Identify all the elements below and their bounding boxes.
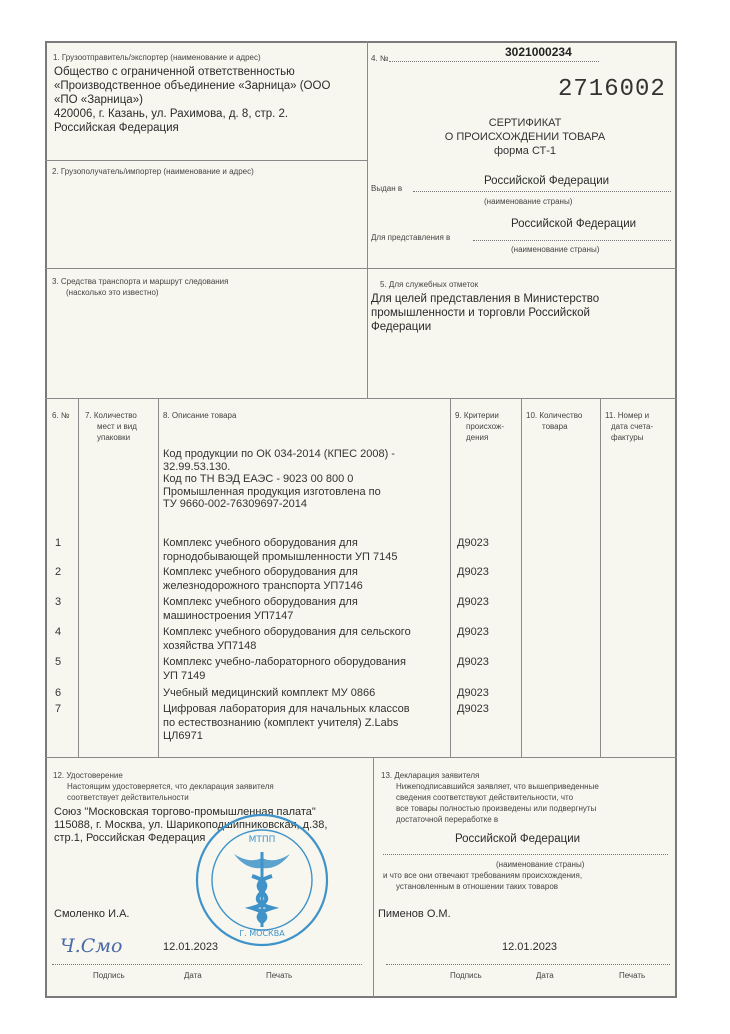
row-number: 4 bbox=[55, 626, 62, 638]
row-criteria: Д9023 bbox=[457, 687, 489, 699]
row-number: 6 bbox=[55, 687, 62, 699]
number-dotted-line bbox=[389, 61, 599, 62]
org-line: стр.1, Российская Федерация bbox=[54, 832, 206, 844]
row-description bbox=[163, 687, 448, 701]
intro-line: достаточной переработке в bbox=[396, 815, 499, 824]
box12-intro bbox=[67, 781, 367, 803]
row-criteria: Д9023 bbox=[457, 626, 489, 638]
intro-line: все товары полностью произведены или подвергнуты bbox=[396, 804, 597, 813]
notes-line: Для целей представления в Министерство bbox=[371, 293, 600, 305]
desc-line: Комплекс учебного оборудования для bbox=[163, 566, 358, 578]
intro-line: Настоящим удостоверяется, что декларация заявителя bbox=[67, 782, 274, 791]
country-caption: (наименование страны) bbox=[496, 860, 585, 869]
country-dotted-line bbox=[383, 854, 668, 855]
title-line: СЕРТИФИКАТ bbox=[488, 117, 562, 129]
header-criteria bbox=[455, 410, 517, 443]
header-qty-goods bbox=[526, 410, 598, 432]
intro-line: сведения соответствуют действительности, что bbox=[396, 793, 574, 802]
box13-intro bbox=[396, 781, 676, 825]
svg-text:МТПП: МТПП bbox=[248, 835, 276, 845]
preamble-line: Промышленная продукция изготовлена по bbox=[163, 485, 381, 498]
header-line: мест и вид bbox=[97, 422, 137, 431]
org-line: Союз "Московская торгово-промышленная палата" bbox=[54, 806, 316, 818]
divider-top-columns bbox=[367, 41, 368, 398]
header-line: товара bbox=[542, 422, 568, 431]
form-serial-number: 2716002 bbox=[558, 76, 666, 103]
row-number: 7 bbox=[55, 703, 62, 715]
notes-line: промышленности и торговли Российской bbox=[371, 307, 590, 319]
divider-table-top bbox=[45, 398, 677, 399]
header-line: происхож- bbox=[466, 422, 504, 431]
row-criteria: Д9023 bbox=[457, 537, 489, 549]
row-description bbox=[163, 566, 448, 593]
row-criteria: Д9023 bbox=[457, 596, 489, 608]
certificate-number: 3021000234 bbox=[505, 45, 572, 59]
certifier-signature: Ч.Смо bbox=[60, 935, 123, 957]
for-presentation-label: Для представления в bbox=[371, 233, 451, 242]
issued-in-value: Российской Федерации bbox=[484, 175, 610, 187]
exporter-block bbox=[54, 65, 364, 135]
desc-line: по естествознанию (комплект учителя) Z.Labs bbox=[163, 716, 399, 729]
title-line: форма СТ-1 bbox=[493, 145, 557, 157]
col-divider-7 bbox=[158, 398, 159, 757]
notes-line: Федерации bbox=[371, 321, 432, 333]
desc-line: Цифровая лаборатория для начальных классов bbox=[163, 703, 410, 715]
issued-in-line bbox=[413, 191, 671, 192]
desc-line: Комплекс учебного оборудования для bbox=[163, 537, 358, 549]
exporter-line: Общество с ограниченной ответственностью bbox=[54, 66, 295, 78]
row-number: 2 bbox=[55, 566, 62, 578]
outro-line: и что все они отвечают требованиям происхождения, bbox=[383, 871, 583, 880]
box5-label: 5. Для служебных отметок bbox=[380, 280, 479, 289]
header-invoice bbox=[605, 410, 675, 443]
exporter-line: 420006, г. Казань, ул. Рахимова, д. 8, стр. 2. bbox=[54, 108, 289, 120]
caption-signature: Подпись bbox=[450, 971, 482, 980]
header-line: упаковки bbox=[97, 433, 131, 442]
box4-number-label: 4. № bbox=[371, 54, 389, 63]
for-presentation-line bbox=[473, 240, 671, 241]
col-divider-10 bbox=[600, 398, 601, 757]
signature-line bbox=[386, 964, 670, 965]
caption-seal: Печать bbox=[619, 971, 646, 980]
box3-sublabel: (насколько это известно) bbox=[66, 288, 159, 297]
col-divider-9 bbox=[521, 398, 522, 757]
row-criteria: Д9023 bbox=[457, 566, 489, 578]
box2-label: 2. Грузополучатель/импортер (наименование и адрес) bbox=[52, 167, 254, 176]
header-line: 10. Количество bbox=[526, 411, 583, 420]
exporter-line: Российская Федерация bbox=[54, 122, 179, 134]
for-presentation-value: Российской Федерации bbox=[511, 218, 637, 230]
intro-line: Нижеподписавшийся заявляет, что вышеприведенные bbox=[396, 782, 599, 791]
row-description bbox=[163, 626, 448, 653]
intro-line: соответствует действительности bbox=[67, 793, 189, 802]
caption-date: Дата bbox=[184, 971, 202, 980]
certificate-title bbox=[420, 116, 630, 158]
header-no: 6. № bbox=[52, 411, 70, 420]
certifier-name: Смоленко И.А. bbox=[54, 908, 130, 920]
row-number: 5 bbox=[55, 656, 62, 668]
box1-label: 1. Грузоотправитель/экспортер (наименование и адрес) bbox=[53, 53, 261, 62]
header-line: дения bbox=[466, 433, 489, 442]
signature-line bbox=[52, 964, 362, 965]
country-caption: (наименование страны) bbox=[484, 197, 573, 206]
header-qty-places bbox=[85, 410, 155, 443]
declaration-date: 12.01.2023 bbox=[502, 941, 558, 953]
row-description bbox=[163, 596, 448, 623]
exporter-line: «Производственное объединение «Зарница» (ООО bbox=[54, 80, 331, 92]
row-description bbox=[163, 656, 448, 683]
desc-line: Комплекс учебного оборудования для сельского bbox=[163, 626, 411, 638]
chamber-seal-stamp-icon bbox=[194, 812, 330, 948]
divider-bottom-columns bbox=[373, 757, 374, 998]
certification-date: 12.01.2023 bbox=[163, 941, 219, 953]
col-divider-6 bbox=[78, 398, 79, 757]
desc-line: Комплекс учебного оборудования для bbox=[163, 596, 358, 608]
box13-label: 13. Декларация заявителя bbox=[381, 771, 480, 780]
row-criteria: Д9023 bbox=[457, 703, 489, 715]
svg-text:Г. МОСКВА: Г. МОСКВА bbox=[239, 929, 285, 938]
header-description: 8. Описание товара bbox=[163, 411, 237, 420]
divider-table-bottom bbox=[45, 757, 677, 758]
row-description bbox=[163, 537, 448, 564]
preamble-line: Код продукции по ОК 034-2014 (КПЕС 2008) - bbox=[163, 448, 395, 460]
caption-seal: Печать bbox=[266, 971, 293, 980]
box3-label: 3. Средства транспорта и маршрут следования bbox=[52, 277, 229, 286]
header-line: 11. Номер и bbox=[605, 411, 650, 420]
row-number: 1 bbox=[55, 537, 62, 549]
header-line: фактуры bbox=[611, 433, 644, 442]
box13-outro bbox=[383, 870, 673, 892]
official-notes bbox=[371, 292, 671, 334]
header-line: 9. Критерии bbox=[455, 411, 499, 420]
desc-line: Учебный медицинский комплект МУ 0866 bbox=[163, 687, 376, 699]
desc-line: УП 7149 bbox=[163, 669, 206, 682]
desc-line: Комплекс учебно-лабораторного оборудования bbox=[163, 656, 406, 668]
col-divider-8 bbox=[450, 398, 451, 757]
declaration-country: Российской Федерации bbox=[455, 833, 581, 845]
desc-line: хозяйства УП7148 bbox=[163, 639, 257, 652]
goods-preamble bbox=[163, 448, 448, 511]
row-number: 3 bbox=[55, 596, 62, 608]
exporter-line: «ПО «Зарница») bbox=[54, 94, 143, 106]
preamble-line: ТУ 9660-002-76309697-2014 bbox=[163, 498, 307, 510]
header-line: дата счета- bbox=[611, 422, 654, 431]
desc-line: горнодобывающей промышленности УП 7145 bbox=[163, 550, 398, 563]
header-line: 7. Количество bbox=[85, 411, 137, 420]
desc-line: железнодорожного транспорта УП7146 bbox=[163, 579, 363, 592]
divider-top-row bbox=[45, 268, 677, 269]
divider-box1-box2 bbox=[45, 160, 367, 161]
title-line: О ПРОИСХОЖДЕНИИ ТОВАРА bbox=[444, 131, 606, 143]
caption-signature: Подпись bbox=[93, 971, 125, 980]
row-description bbox=[163, 703, 448, 744]
row-criteria: Д9023 bbox=[457, 656, 489, 668]
preamble-line: Код по ТН ВЭД ЕАЭС - 9023 00 800 0 bbox=[163, 473, 354, 485]
country-caption: (наименование страны) bbox=[511, 245, 600, 254]
preamble-line: 32.99.53.130. bbox=[163, 460, 231, 473]
caption-date: Дата bbox=[536, 971, 554, 980]
box12-label: 12. Удостоверение bbox=[53, 771, 123, 780]
org-line: 115088, г. Москва, ул. Шарикоподшипниковская, д.38, bbox=[54, 819, 328, 831]
issued-in-label: Выдан в bbox=[371, 184, 403, 193]
outro-line: установленным в отношении таких товаров bbox=[396, 882, 559, 891]
desc-line: ЦЛ6971 bbox=[163, 730, 203, 742]
declarant-name: Пименов О.М. bbox=[378, 908, 451, 920]
desc-line: машиностроения УП7147 bbox=[163, 609, 294, 622]
